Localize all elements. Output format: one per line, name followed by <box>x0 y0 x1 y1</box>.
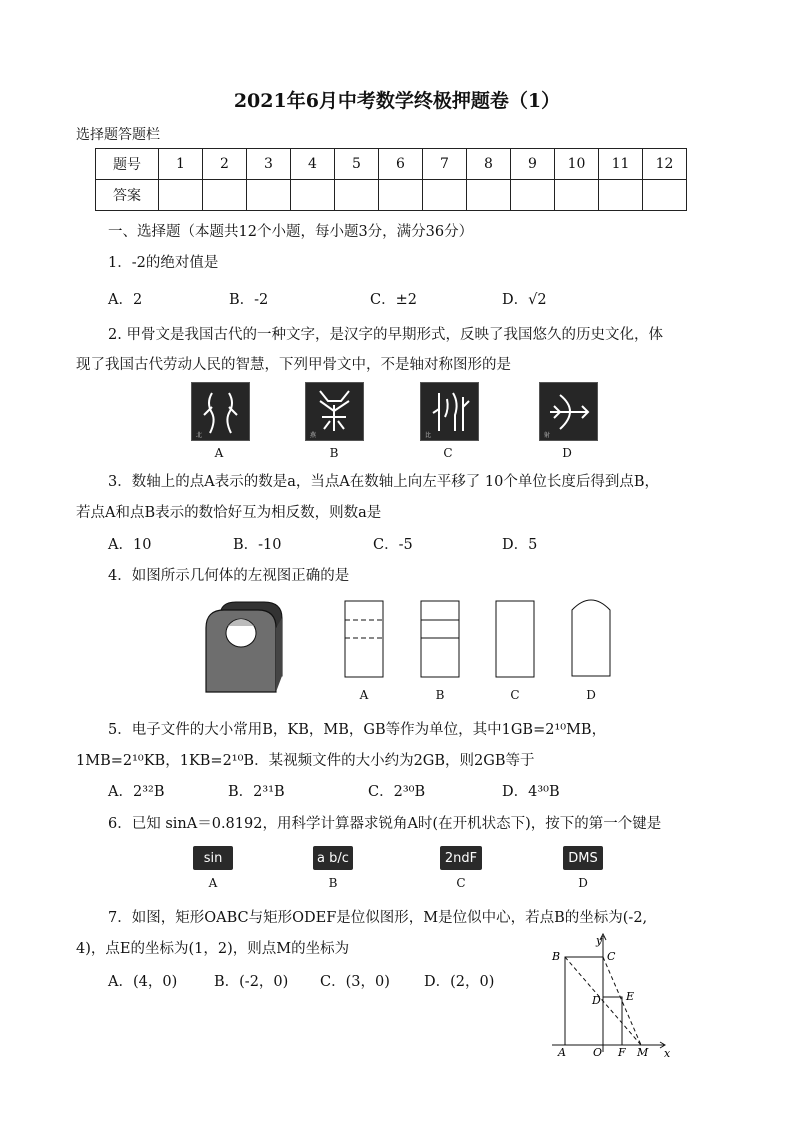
answer-cell[interactable] <box>247 180 291 211</box>
question-number: 10 <box>555 149 599 180</box>
answer-cell[interactable] <box>291 180 335 211</box>
q5-line1: 5．电子文件的大小常用B，KB，MB，GB等作为单位，其中1GB=2¹⁰MB， <box>108 722 607 738</box>
q3-option-b: B．-10 <box>233 537 282 553</box>
q4-option-d-view <box>570 596 612 678</box>
q6-caption-a: A <box>208 876 218 890</box>
label-a: A <box>558 1046 566 1059</box>
q2-caption-d: D <box>562 446 572 460</box>
answer-cell[interactable] <box>599 180 643 211</box>
label-m: M <box>637 1046 649 1059</box>
number-header: 题号 <box>96 149 159 180</box>
label-y: y <box>596 934 603 947</box>
section-title: 一、选择题（本题共12个小题，每小题3分，满分36分） <box>108 224 474 240</box>
question-number: 9 <box>511 149 555 180</box>
label-d: D <box>592 994 601 1007</box>
q4-option-c-view <box>495 600 535 678</box>
glyph-c-small-label: 比 <box>425 432 432 439</box>
q4-stem: 4．如图所示几何体的左视图正确的是 <box>108 568 350 584</box>
q4-option-b-view <box>420 600 460 678</box>
answer-cell[interactable] <box>379 180 423 211</box>
oracle-glyph-c <box>420 382 479 441</box>
question-number: 2 <box>203 149 247 180</box>
dms-key-icon: DMS <box>563 846 603 870</box>
question-number: 8 <box>467 149 511 180</box>
question-number: 5 <box>335 149 379 180</box>
question-number: 4 <box>291 149 335 180</box>
question-number: 6 <box>379 149 423 180</box>
glyph-d-small-label: 射 <box>544 432 551 439</box>
answer-table-label: 选择题答题栏 <box>76 127 160 143</box>
q7-option-d: D．(2，0) <box>424 974 495 990</box>
q7-line1: 7．如图，矩形OABC与矩形ODEF是位似图形，M是位似中心，若点B的坐标为(-2, <box>108 910 648 926</box>
q7-coordinate-figure <box>544 928 670 1062</box>
answer-table-number-row <box>96 149 687 180</box>
answer-cell[interactable] <box>203 180 247 211</box>
question-number: 11 <box>599 149 643 180</box>
q1-stem: 1．-2的绝对值是 <box>108 255 219 271</box>
2ndf-key-icon: 2ndF <box>440 846 482 870</box>
sin-key-icon: sin <box>193 846 233 870</box>
oracle-glyph-b <box>305 382 364 441</box>
q4-caption-d: D <box>586 688 596 702</box>
label-c: C <box>607 950 616 963</box>
label-e: E <box>626 990 635 1003</box>
q5-option-c: C．2³⁰B <box>368 784 426 800</box>
q4-caption-b: B <box>435 688 445 702</box>
q4-caption-a: A <box>359 688 369 702</box>
label-f: F <box>618 1046 626 1059</box>
q5-option-d: D．4³⁰B <box>502 784 560 800</box>
q5-line2: 1MB=2¹⁰KB，1KB=2¹⁰B．某视频文件的大小约为2GB，则2GB等于 <box>76 753 535 769</box>
q7-option-c: C．(3，0) <box>320 974 390 990</box>
q4-solid-figure <box>198 596 304 696</box>
q6-stem: 6．已知 sinA＝0.8192，用科学计算器求锐角A时(在开机状态下)，按下的第一个键是 <box>108 816 662 832</box>
q4-option-a-view <box>344 600 384 678</box>
glyph-a-small-label: 北 <box>196 432 203 439</box>
q6-caption-b: B <box>328 876 338 890</box>
q3-option-a: A．10 <box>108 537 152 553</box>
q1-option-c: C．±2 <box>370 292 417 308</box>
q3-line2: 若点A和点B表示的数恰好互为相反数，则数a是 <box>76 505 382 521</box>
answer-cell[interactable] <box>467 180 511 211</box>
answer-header: 答案 <box>96 180 159 211</box>
q2-line2: 现了我国古代劳动人民的智慧，下列甲骨文中，不是轴对称图形的是 <box>76 357 511 373</box>
page-title: 2021年6月中考数学终极押题卷（1） <box>233 90 561 112</box>
q3-line1: 3．数轴上的点A表示的数是a，当点A在数轴上向左平移了 10个单位长度后得到点B， <box>108 474 660 490</box>
q2-caption-b: B <box>329 446 339 460</box>
q4-caption-c: C <box>510 688 520 702</box>
answer-table <box>95 148 687 211</box>
answer-cell[interactable] <box>423 180 467 211</box>
question-number: 12 <box>643 149 687 180</box>
q3-option-c: C．-5 <box>373 537 413 553</box>
q6-caption-c: C <box>456 876 466 890</box>
q3-option-d: D．5 <box>502 537 538 553</box>
glyph-b-small-label: 燕 <box>310 432 317 439</box>
q2-caption-a: A <box>214 446 224 460</box>
label-x: x <box>664 1047 670 1060</box>
rect-odef <box>603 997 622 1045</box>
answer-cell[interactable] <box>335 180 379 211</box>
question-number: 3 <box>247 149 291 180</box>
answer-cell[interactable] <box>643 180 687 211</box>
label-o: O <box>593 1046 603 1059</box>
q2-caption-c: C <box>443 446 453 460</box>
q1-option-d: D．√2 <box>502 292 547 308</box>
answer-table-answer-row <box>96 180 687 211</box>
q7-option-a: A．(4，0) <box>108 974 178 990</box>
question-number: 7 <box>423 149 467 180</box>
label-b: B <box>552 950 561 963</box>
q1-option-a: A．2 <box>108 292 143 308</box>
q6-caption-d: D <box>578 876 588 890</box>
answer-cell[interactable] <box>511 180 555 211</box>
fraction-key-icon: a b/c <box>313 846 353 870</box>
oracle-glyph-d <box>539 382 598 441</box>
q1-option-b: B．-2 <box>229 292 269 308</box>
question-number: 1 <box>159 149 203 180</box>
answer-cell[interactable] <box>555 180 599 211</box>
oracle-glyph-a <box>191 382 250 441</box>
q7-line2: 4)，点E的坐标为(1，2)，则点M的坐标为 <box>76 941 350 957</box>
q5-option-a: A．2³²B <box>108 784 165 800</box>
q7-option-b: B．(-2，0) <box>214 974 289 990</box>
q2-line1: 2. 甲骨文是我国古代的一种文字，是汉字的早期形式，反映了我国悠久的历史文化，体 <box>108 327 663 343</box>
q5-option-b: B．2³¹B <box>228 784 285 800</box>
answer-cell[interactable] <box>159 180 203 211</box>
